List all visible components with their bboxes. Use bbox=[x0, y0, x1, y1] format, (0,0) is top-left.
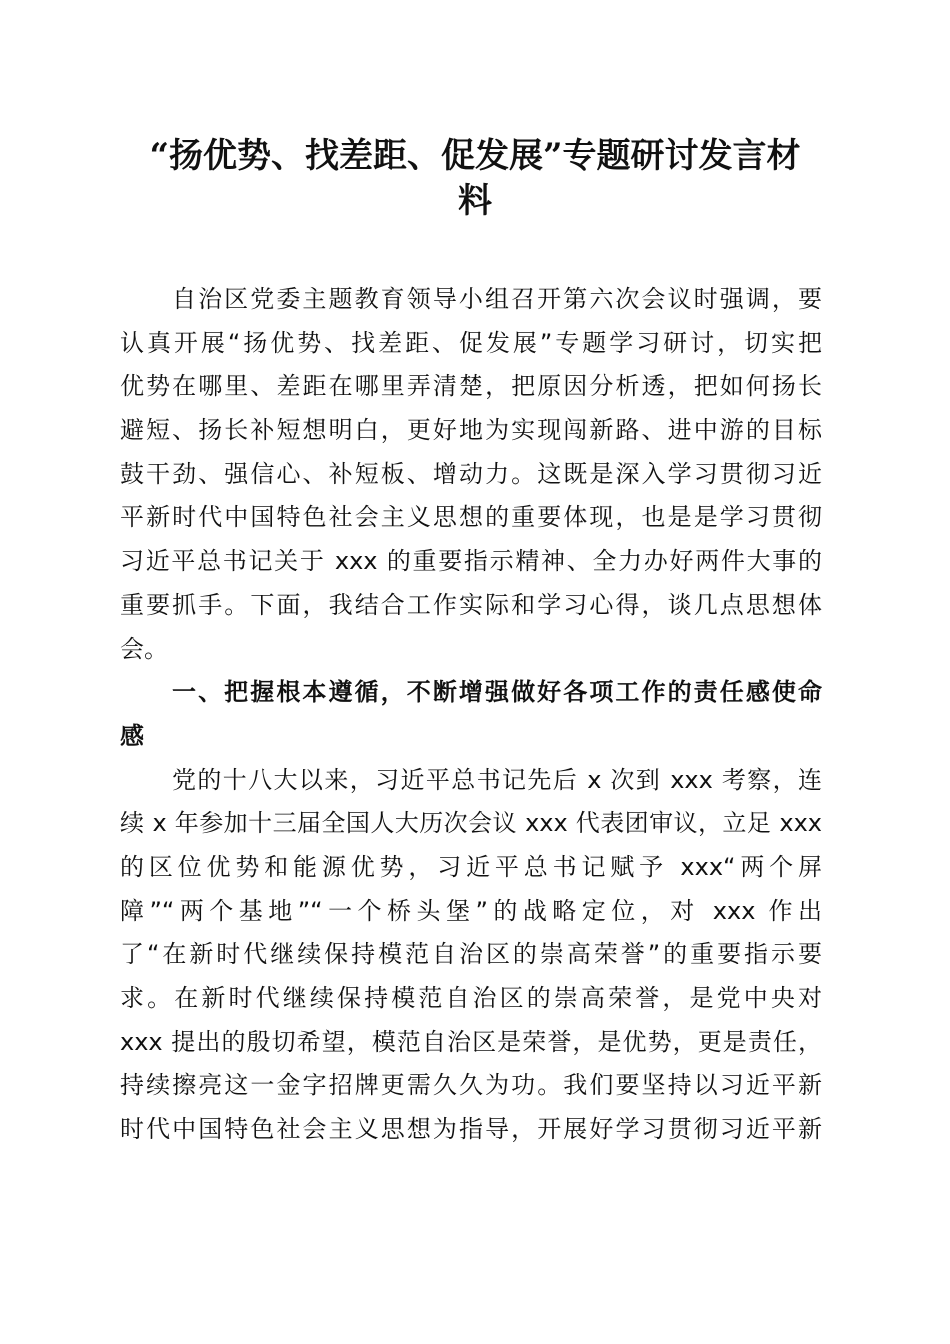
text-line: 认真开展“扬优势、找差距、促发展”专题学习研讨，切实把 bbox=[120, 328, 822, 357]
text-line: 续 x 年参加十三届全国人大历次会议 xxx 代表团审议，立足 xxx bbox=[120, 809, 822, 838]
paragraph bbox=[120, 759, 822, 1152]
text-line: 感 bbox=[120, 721, 144, 750]
text-line: 持续擦亮这一金字招牌更需久久为功。我们要坚持以习近平新 bbox=[120, 1071, 822, 1100]
text-line: 习近平总书记关于 xxx 的重要指示精神、全力办好两件大事的 bbox=[120, 547, 822, 576]
text-line: 重要抓手。下面，我结合工作实际和学习心得，谈几点思想体 bbox=[120, 590, 822, 619]
text-line: 求。在新时代继续保持模范自治区的崇高荣誉，是党中央对 bbox=[120, 984, 822, 1012]
title-line: 料 bbox=[458, 181, 492, 221]
text-line: 自治区党委主题教育领导小组召开第六次会议时强调，要 bbox=[172, 285, 822, 313]
document-body bbox=[120, 278, 822, 1152]
text-line: 的区位优势和能源优势，习近平总书记赋予 xxx“两个屏 bbox=[120, 852, 822, 881]
text-line: xxx 提出的殷切希望，模范自治区是荣誉，是优势，更是责任， bbox=[120, 1027, 822, 1056]
title-line: “扬优势、找差距、促发展”专题研讨发言材 bbox=[149, 136, 801, 176]
document-title bbox=[120, 134, 830, 224]
text-line: 鼓干劲、强信心、补短板、增动力。这既是深入学习贯彻习近 bbox=[120, 459, 822, 488]
text-line: 平新时代中国特色社会主义思想的重要体现，也是是学习贯彻 bbox=[120, 503, 822, 532]
text-line: 优势在哪里、差距在哪里弄清楚，把原因分析透，把如何扬长 bbox=[120, 372, 822, 401]
text-line: 党的十八大以来，习近平总书记先后 x 次到 xxx 考察，连 bbox=[172, 765, 822, 794]
text-line: 会。 bbox=[120, 634, 168, 663]
paragraph bbox=[120, 278, 822, 671]
text-line: 一、把握根本遵循，不断增强做好各项工作的责任感使命 bbox=[172, 678, 822, 707]
text-line: 时代中国特色社会主义思想为指导，开展好学习贯彻习近平新 bbox=[120, 1115, 822, 1144]
section-heading bbox=[120, 671, 822, 758]
text-line: 避短、扬长补短想明白，更好地为实现闯新路、进中游的目标 bbox=[120, 416, 822, 445]
text-line: 了“在新时代继续保持模范自治区的崇高荣誉”的重要指示要 bbox=[120, 940, 822, 969]
text-line: 障”“两个基地”“一个桥头堡”的战略定位，对 xxx 作出 bbox=[120, 896, 822, 925]
